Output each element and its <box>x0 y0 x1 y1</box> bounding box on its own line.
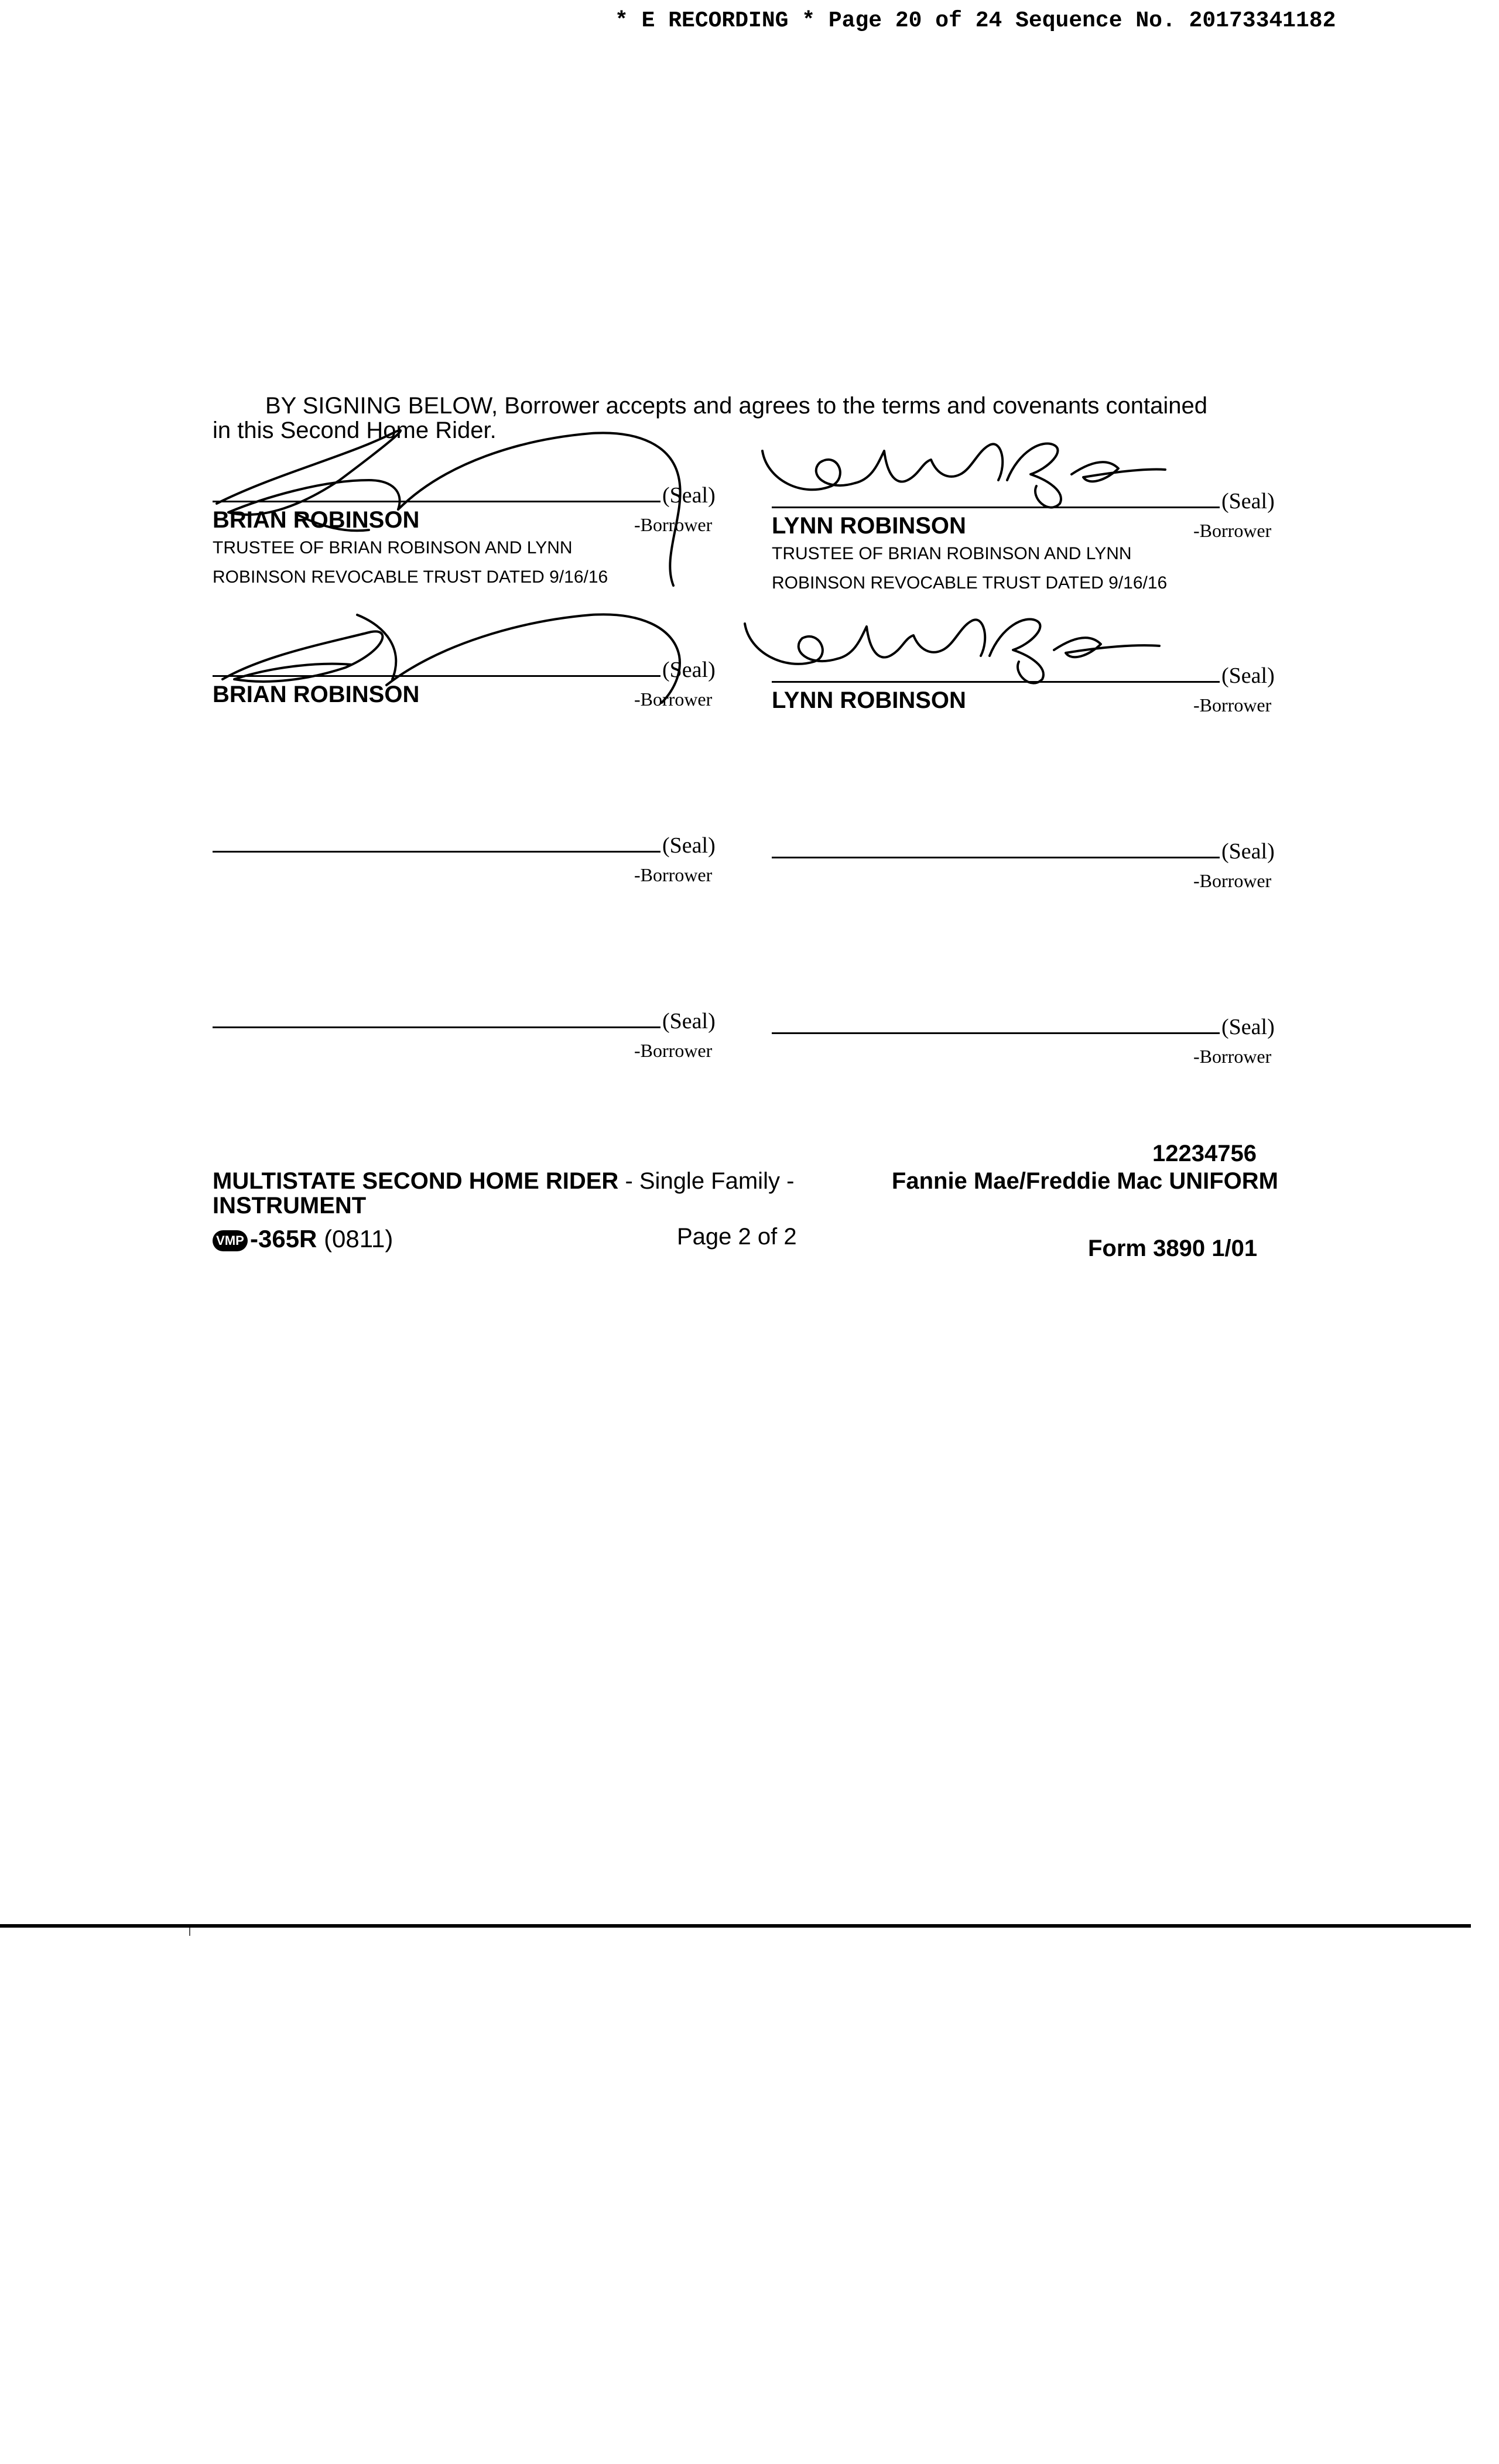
seal-label: (Seal) <box>1221 1015 1275 1039</box>
signer-name: LYNN ROBINSON <box>772 513 966 539</box>
form-title-left: MULTISTATE SECOND HOME RIDER <box>213 1168 619 1194</box>
form-code-suffix: (0811) <box>317 1225 393 1252</box>
borrower-label: -Borrower <box>634 514 713 535</box>
form-code <box>213 1225 393 1253</box>
seal-label: (Seal) <box>662 1009 716 1033</box>
signature-line[interactable] <box>213 675 660 677</box>
seal-label: (Seal) <box>662 833 716 858</box>
bottom-divider <box>0 1924 1471 1928</box>
borrower-label: -Borrower <box>1193 870 1272 891</box>
trust-line-1: TRUSTEE OF BRIAN ROBINSON AND LYNN <box>772 544 1132 563</box>
recording-header: * E RECORDING * Page 20 of 24 Sequence No. 20173341182 <box>615 8 1336 33</box>
borrower-label: -Borrower <box>634 1040 713 1061</box>
seal-label: (Seal) <box>662 483 716 508</box>
signature-line[interactable] <box>213 1026 660 1028</box>
borrower-label: -Borrower <box>1193 520 1272 541</box>
borrower-label: -Borrower <box>634 689 713 710</box>
form-title <box>213 1169 1278 1218</box>
loan-number: 12234756 <box>1152 1141 1257 1166</box>
signer-name: LYNN ROBINSON <box>772 687 966 713</box>
borrower-label: -Borrower <box>634 864 713 885</box>
form-title-right: Fannie Mae/Freddie Mac UNIFORM <box>891 1168 1278 1194</box>
form-number: Form 3890 1/01 <box>1088 1236 1258 1261</box>
trust-line-1: TRUSTEE OF BRIAN ROBINSON AND LYNN <box>213 538 573 557</box>
borrower-label: -Borrower <box>1193 1046 1272 1067</box>
seal-label: (Seal) <box>1221 489 1275 514</box>
seal-label: (Seal) <box>1221 839 1275 864</box>
seal-label: (Seal) <box>662 658 716 682</box>
page-indicator: Page 2 of 2 <box>677 1224 797 1250</box>
signature-line[interactable] <box>772 507 1220 508</box>
signature-line[interactable] <box>772 1032 1220 1034</box>
bottom-tick-mark <box>189 1928 190 1936</box>
intro-line-2: in this Second Home Rider. <box>213 417 497 443</box>
signature-line[interactable] <box>772 681 1220 683</box>
signer-name: BRIAN ROBINSON <box>213 682 420 707</box>
signature-line[interactable] <box>772 857 1220 858</box>
form-title-line-2: INSTRUMENT <box>213 1193 367 1219</box>
form-title-mid: - Single Family - <box>618 1168 795 1194</box>
signature-line[interactable] <box>213 501 660 502</box>
vmp-logo: VMP <box>213 1230 248 1251</box>
form-code-number: -365R <box>250 1225 317 1252</box>
intro-paragraph <box>213 393 1284 443</box>
borrower-label: -Borrower <box>1193 694 1272 716</box>
signature-line[interactable] <box>213 851 660 853</box>
signer-name: BRIAN ROBINSON <box>213 507 420 533</box>
trust-line-2: ROBINSON REVOCABLE TRUST DATED 9/16/16 <box>213 567 608 587</box>
brian-signature-2 <box>193 591 720 732</box>
trust-line-2: ROBINSON REVOCABLE TRUST DATED 9/16/16 <box>772 573 1168 593</box>
intro-line-1: BY SIGNING BELOW, Borrower accepts and agrees to the terms and covenants contained <box>265 393 1207 419</box>
seal-label: (Seal) <box>1221 663 1275 688</box>
form-title-line-1 <box>213 1169 1278 1193</box>
